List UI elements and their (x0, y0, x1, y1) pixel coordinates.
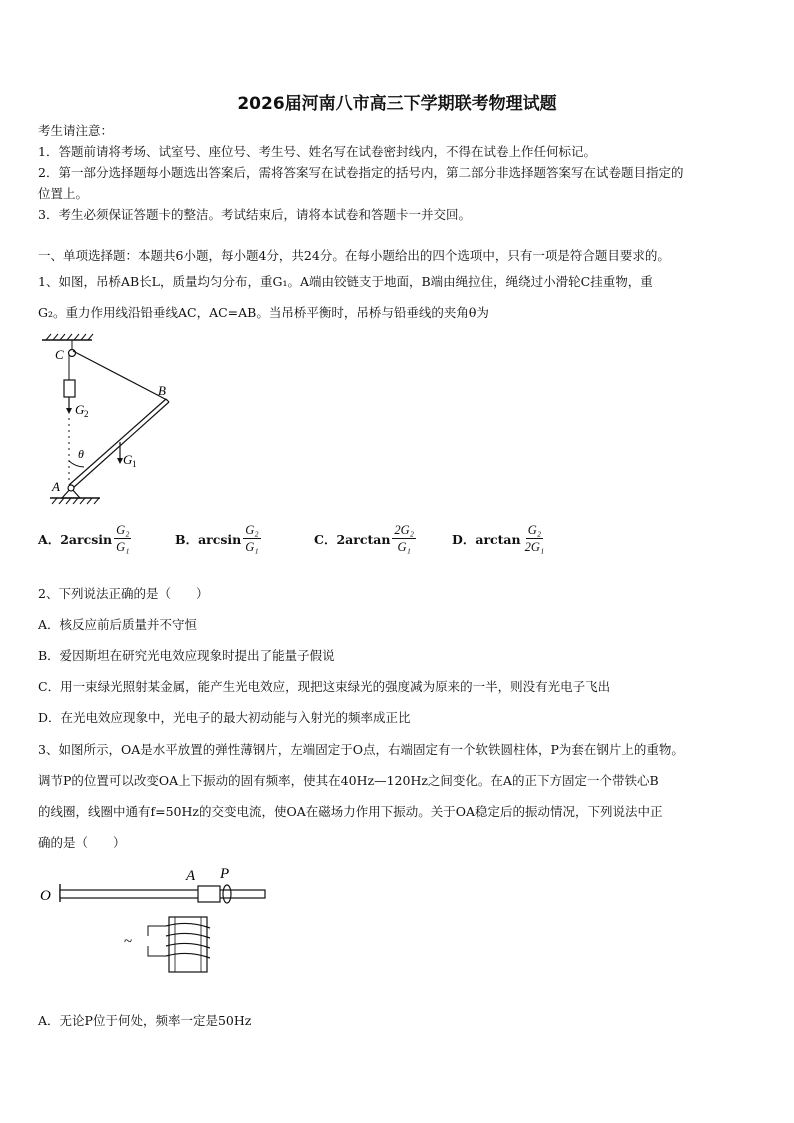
q1-option-b-label: B．arcsin (175, 531, 242, 547)
q2-option-a[interactable]: A．核反应前后质量并不守恒 (38, 617, 198, 632)
label-a-strip: A (186, 868, 196, 884)
q1-option-c[interactable] (314, 522, 416, 555)
label-g2: G (75, 402, 85, 417)
q1-option-b-denominator: G₁ (245, 540, 259, 554)
notice-heading: 考生请注意： (38, 123, 114, 138)
q2-stem: 2、下列说法正确的是（ ） (38, 586, 209, 601)
notice-item-1: 1．答题前请将考场、试室号、座位号、考生号、姓名写在试卷密封线内，不得在试卷上作任何标记。 (38, 144, 596, 159)
q1-option-a[interactable] (38, 522, 131, 555)
notice-item-3: 3．考生必须保证答题卡的整洁。考试结束后，请将本试卷和答题卡一并交回。 (38, 207, 471, 222)
q1-stem-line2: G₂。重力作用线沿铅垂线AC，AC=AB。当吊桥平衡时，吊桥与铅垂线的夹角θ为 (38, 305, 489, 320)
q3-option-a[interactable]: A．无论P位于何处，频率一定是50Hz (38, 1013, 252, 1028)
q1-option-b[interactable] (175, 522, 261, 555)
q2-option-b[interactable]: B．爱因斯坦在研究光电效应现象时提出了能量子假说 (38, 648, 335, 663)
q1-option-c-fraction (392, 522, 416, 555)
q1-option-a-label: A．2arcsin (38, 531, 113, 547)
section-heading: 一、单项选择题：本题共6小题，每小题4分，共24分。在每小题给出的四个选项中，只有一项是符合题目要求的。 (38, 248, 670, 263)
q3-stem-line2: 调节P的位置可以改变OA上下振动的固有频率，使其在40Hz—120Hz之间变化。在A的正下方固定一个带铁心B (38, 773, 659, 788)
label-theta: θ (78, 447, 84, 461)
notice-item-2: 2．第一部分选择题每小题选出答案后，需将答案写在试卷指定的括号内，第二部分非选择题答案写在试卷题目指定的 (38, 165, 684, 180)
q1-option-c-denominator: G₁ (397, 540, 411, 554)
q1-figure (38, 333, 178, 507)
label-g1: G (123, 452, 133, 467)
q3-stem-line1: 3、如图所示，OA是水平放置的弹性薄钢片，左端固定于O点，右端固定有一个软铁圆柱体，P为套在钢片上的重物。 (38, 742, 684, 757)
drawbridge-diagram (38, 333, 178, 503)
page-title: 2026届河南八市高三下学期联考物理试题 (237, 94, 557, 114)
q1-option-b-fraction (243, 522, 260, 555)
ac-source-symbol: ~ (124, 934, 133, 950)
q1-option-b-numerator: G₂ (245, 523, 259, 537)
q1-stem-line1: 1、如图，吊桥AB长L，质量均匀分布，重G₁。A端由铰链支于地面，B端由绳拉住，绳绕过小滑轮C挂重物，重 (38, 274, 653, 289)
vibrating-strip-diagram (38, 862, 278, 982)
q1-option-a-numerator: G₂ (116, 523, 130, 537)
label-o: O (40, 888, 51, 904)
label-c: C (55, 347, 64, 362)
q1-option-d[interactable] (452, 522, 546, 555)
q1-option-d-fraction (523, 522, 547, 555)
q3-stem-line3: 的线圈，线圈中通有f=50Hz的交变电流，使OA在磁场力作用下振动。关于OA稳定后的振动情况，下列说法中正 (38, 804, 663, 819)
label-b: B (158, 383, 166, 398)
label-g2-sub: 2 (84, 409, 89, 419)
q1-option-d-numerator: G₂ (527, 523, 542, 537)
q1-option-d-denominator: 2G₁ (524, 540, 545, 554)
label-g1-sub: 1 (132, 459, 137, 469)
q1-option-c-label: C．2arctan (314, 531, 391, 547)
q1-option-c-numerator: 2G₂ (394, 523, 415, 537)
q1-option-a-denominator: G₁ (116, 540, 130, 554)
notice-item-2-cont: 位置上。 (38, 186, 89, 201)
q2-option-c[interactable]: C．用一束绿光照射某金属，能产生光电效应，现把这束绿光的强度减为原来的一半，则没有光电子飞出 (38, 679, 611, 694)
q2-option-d[interactable]: D．在光电效应现象中，光电子的最大初动能与入射光的频率成正比 (38, 710, 411, 725)
q1-option-a-fraction (114, 522, 131, 555)
q3-figure (38, 862, 278, 986)
label-p: P (220, 866, 230, 882)
label-a: A (52, 479, 60, 494)
q1-option-d-label: D．arctan (452, 531, 521, 547)
q3-stem-line4: 确的是（ ） (38, 835, 126, 850)
